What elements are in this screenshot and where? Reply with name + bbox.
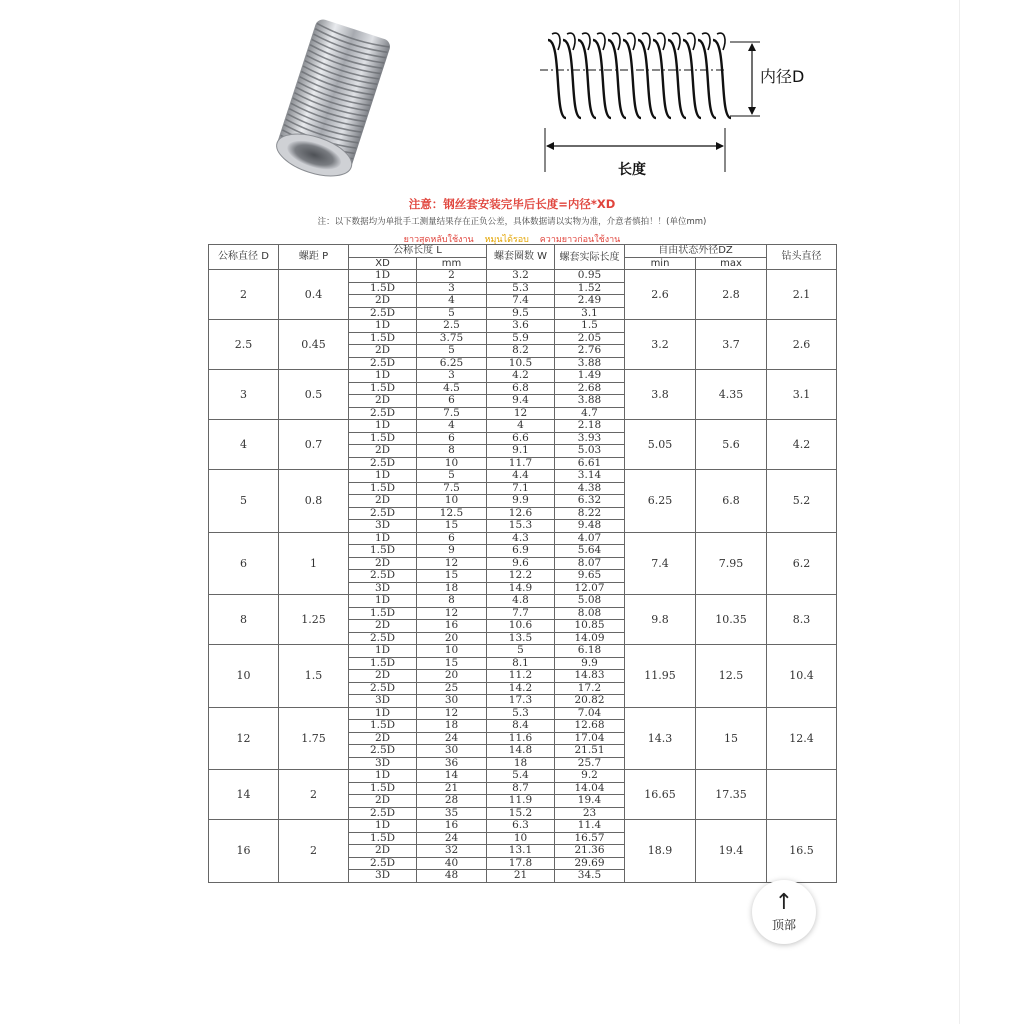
- actual-length-cell: 4.38: [555, 482, 625, 495]
- xd-cell: 2.5D: [349, 507, 417, 520]
- xd-cell: 2D: [349, 795, 417, 808]
- coil-count-cell: 5.3: [487, 282, 555, 295]
- xd-cell: 3D: [349, 582, 417, 595]
- nominal-diameter-cell: 6: [209, 532, 279, 595]
- xd-cell: 1D: [349, 420, 417, 433]
- actual-length-cell: 21.51: [555, 745, 625, 758]
- xd-cell: 2D: [349, 445, 417, 458]
- xd-cell: 1.5D: [349, 432, 417, 445]
- page-margin-right: [959, 0, 1024, 1024]
- xd-cell: 2D: [349, 620, 417, 633]
- header-xd: XD: [349, 257, 417, 270]
- table-row: [209, 320, 837, 333]
- actual-length-cell: 6.61: [555, 457, 625, 470]
- table-row: [209, 645, 837, 658]
- actual-length-cell: 5.03: [555, 445, 625, 458]
- length-mm-cell: 35: [417, 807, 487, 820]
- free-od-max-cell: 19.4: [696, 820, 767, 883]
- drill-diameter-cell: 12.4: [767, 707, 837, 770]
- length-mm-cell: 28: [417, 795, 487, 808]
- actual-length-cell: 5.08: [555, 595, 625, 608]
- xd-cell: 1D: [349, 707, 417, 720]
- header-nominal-diameter: 公称直径 D: [209, 245, 279, 270]
- free-od-max-cell: 10.35: [696, 595, 767, 645]
- xd-cell: 2.5D: [349, 807, 417, 820]
- coil-count-cell: 13.5: [487, 632, 555, 645]
- coil-count-cell: 15.2: [487, 807, 555, 820]
- thread-insert-photo: [264, 8, 402, 186]
- coil-count-cell: 10.6: [487, 620, 555, 633]
- coil-count-cell: 11.9: [487, 795, 555, 808]
- xd-cell: 1D: [349, 370, 417, 383]
- xd-cell: 2.5D: [349, 632, 417, 645]
- length-mm-cell: 12.5: [417, 507, 487, 520]
- free-od-min-cell: 11.95: [625, 645, 696, 708]
- actual-length-cell: 6.18: [555, 645, 625, 658]
- actual-length-cell: 4.7: [555, 407, 625, 420]
- actual-length-cell: 9.2: [555, 770, 625, 783]
- pitch-cell: 2: [279, 770, 349, 820]
- xd-cell: 3D: [349, 520, 417, 533]
- pitch-cell: 1.25: [279, 595, 349, 645]
- xd-cell: 3D: [349, 757, 417, 770]
- length-mm-cell: 18: [417, 720, 487, 733]
- coil-count-cell: 6.3: [487, 820, 555, 833]
- xd-cell: 1.5D: [349, 832, 417, 845]
- install-length-note: 注意：钢丝套安装完毕后长度=内径*XD: [408, 197, 616, 211]
- free-od-min-cell: 18.9: [625, 820, 696, 883]
- actual-length-cell: 8.08: [555, 607, 625, 620]
- actual-length-cell: 3.88: [555, 395, 625, 408]
- length-mm-cell: 30: [417, 745, 487, 758]
- coil-count-cell: 11.2: [487, 670, 555, 683]
- xd-cell: 1D: [349, 320, 417, 333]
- nominal-diameter-cell: 10: [209, 645, 279, 708]
- length-mm-cell: 5: [417, 307, 487, 320]
- coil-count-cell: 3.6: [487, 320, 555, 333]
- actual-length-cell: 34.5: [555, 870, 625, 883]
- spec-table: [208, 244, 837, 883]
- actual-length-cell: 8.07: [555, 557, 625, 570]
- coil-count-cell: 5.3: [487, 707, 555, 720]
- xd-cell: 2D: [349, 345, 417, 358]
- xd-cell: 2D: [349, 557, 417, 570]
- xd-cell: 1D: [349, 532, 417, 545]
- xd-cell: 2.5D: [349, 457, 417, 470]
- xd-cell: 1.5D: [349, 332, 417, 345]
- actual-length-cell: 4.07: [555, 532, 625, 545]
- xd-cell: 1.5D: [349, 282, 417, 295]
- pitch-cell: 0.4: [279, 270, 349, 320]
- spec-table-body: [209, 270, 837, 883]
- header-min: min: [625, 257, 696, 270]
- free-od-max-cell: 12.5: [696, 645, 767, 708]
- coil-count-cell: 6.6: [487, 432, 555, 445]
- free-od-max-cell: 3.7: [696, 320, 767, 370]
- free-od-min-cell: 14.3: [625, 707, 696, 770]
- actual-length-cell: 25.7: [555, 757, 625, 770]
- actual-length-cell: 17.2: [555, 682, 625, 695]
- free-od-max-cell: 2.8: [696, 270, 767, 320]
- coil-count-cell: 7.7: [487, 607, 555, 620]
- coil-count-cell: 10.5: [487, 357, 555, 370]
- xd-cell: 2D: [349, 670, 417, 683]
- pitch-cell: 1.5: [279, 645, 349, 708]
- header-free-outer-diameter: 自由状态外径DZ: [625, 245, 767, 258]
- actual-length-cell: 12.07: [555, 582, 625, 595]
- xd-cell: 2D: [349, 732, 417, 745]
- length-mm-cell: 15: [417, 520, 487, 533]
- length-mm-cell: 8: [417, 595, 487, 608]
- xd-cell: 2D: [349, 395, 417, 408]
- header-actual-length: 螺套实际长度: [555, 245, 625, 270]
- length-mm-cell: 18: [417, 582, 487, 595]
- xd-cell: 2.5D: [349, 745, 417, 758]
- length-mm-cell: 8: [417, 445, 487, 458]
- xd-cell: 1.5D: [349, 657, 417, 670]
- coil-count-cell: 8.1: [487, 657, 555, 670]
- length-mm-cell: 24: [417, 732, 487, 745]
- length-mm-cell: 4: [417, 295, 487, 308]
- drill-diameter-cell: 10.4: [767, 645, 837, 708]
- length-mm-cell: 10: [417, 457, 487, 470]
- free-od-min-cell: 6.25: [625, 470, 696, 533]
- length-mm-cell: 14: [417, 770, 487, 783]
- pitch-cell: 1.75: [279, 707, 349, 770]
- xd-cell: 2.5D: [349, 570, 417, 583]
- xd-cell: 1.5D: [349, 482, 417, 495]
- thai-label-2: หมุนได้รอบ: [484, 235, 529, 245]
- actual-length-cell: 20.82: [555, 695, 625, 708]
- table-row: [209, 707, 837, 720]
- length-mm-cell: 3: [417, 282, 487, 295]
- xd-cell: 2.5D: [349, 682, 417, 695]
- length-mm-cell: 10: [417, 645, 487, 658]
- table-row: [209, 370, 837, 383]
- coil-count-cell: 12.2: [487, 570, 555, 583]
- length-mm-cell: 32: [417, 845, 487, 858]
- xd-cell: 1.5D: [349, 607, 417, 620]
- nominal-diameter-cell: 14: [209, 770, 279, 820]
- length-mm-cell: 6: [417, 432, 487, 445]
- length-mm-cell: 12: [417, 707, 487, 720]
- xd-cell: 3D: [349, 695, 417, 708]
- actual-length-cell: 8.22: [555, 507, 625, 520]
- drill-diameter-cell: 6.2: [767, 532, 837, 595]
- xd-cell: 1.5D: [349, 782, 417, 795]
- table-row: [209, 420, 837, 433]
- actual-length-cell: 10.85: [555, 620, 625, 633]
- actual-length-cell: 3.88: [555, 357, 625, 370]
- coil-count-cell: 12.6: [487, 507, 555, 520]
- header-drill-diameter: 钻头直径: [767, 245, 837, 270]
- length-mm-cell: 36: [417, 757, 487, 770]
- thai-label-3: ความยาวก่อนใช้งาน: [539, 235, 621, 245]
- table-row: [209, 470, 837, 483]
- xd-cell: 1.5D: [349, 720, 417, 733]
- header-pitch: 螺距 P: [279, 245, 349, 270]
- length-mm-cell: 5: [417, 470, 487, 483]
- length-mm-cell: 16: [417, 820, 487, 833]
- actual-length-cell: 29.69: [555, 857, 625, 870]
- coil-count-cell: 13.1: [487, 845, 555, 858]
- length-mm-cell: 30: [417, 695, 487, 708]
- drill-diameter-cell: 16.5: [767, 820, 837, 883]
- coil-count-cell: 11.6: [487, 732, 555, 745]
- actual-length-cell: 2.68: [555, 382, 625, 395]
- drill-diameter-cell: 4.2: [767, 420, 837, 470]
- coil-count-cell: 9.9: [487, 495, 555, 508]
- coil-count-cell: 14.8: [487, 745, 555, 758]
- drill-diameter-cell: 2.1: [767, 270, 837, 320]
- nominal-diameter-cell: 2.5: [209, 320, 279, 370]
- coil-count-cell: 21: [487, 870, 555, 883]
- length-mm-cell: 40: [417, 857, 487, 870]
- drill-diameter-cell: 2.6: [767, 320, 837, 370]
- length-mm-cell: 48: [417, 870, 487, 883]
- coil-count-cell: 17.3: [487, 695, 555, 708]
- pitch-cell: 0.7: [279, 420, 349, 470]
- actual-length-cell: 1.52: [555, 282, 625, 295]
- actual-length-cell: 2.76: [555, 345, 625, 358]
- coil-count-cell: 9.1: [487, 445, 555, 458]
- table-row: [209, 270, 837, 283]
- actual-length-cell: 12.68: [555, 720, 625, 733]
- length-mm-cell: 24: [417, 832, 487, 845]
- measurement-disclaimer: 注：以下数据均为单批手工测量结果存在正负公差，具体数据请以实物为准，介意者慎拍！！(单位mm): [317, 217, 707, 227]
- header-coil-count: 螺套圈数 W: [487, 245, 555, 270]
- length-mm-cell: 25: [417, 682, 487, 695]
- back-to-top-button[interactable]: [752, 880, 816, 944]
- table-row: [209, 595, 837, 608]
- free-od-min-cell: 2.6: [625, 270, 696, 320]
- free-od-max-cell: 7.95: [696, 532, 767, 595]
- xd-cell: 2.5D: [349, 357, 417, 370]
- coil-count-cell: 7.4: [487, 295, 555, 308]
- actual-length-cell: 17.04: [555, 732, 625, 745]
- length-mm-cell: 16: [417, 620, 487, 633]
- coil-count-cell: 9.4: [487, 395, 555, 408]
- xd-cell: 1.5D: [349, 545, 417, 558]
- coil-count-cell: 9.6: [487, 557, 555, 570]
- xd-cell: 1D: [349, 595, 417, 608]
- actual-length-cell: 5.64: [555, 545, 625, 558]
- page-margin-left: [0, 0, 62, 1024]
- table-row: [209, 532, 837, 545]
- coil-count-cell: 4.3: [487, 532, 555, 545]
- xd-cell: 1D: [349, 820, 417, 833]
- length-mm-cell: 6: [417, 395, 487, 408]
- thai-label-1: ยาวสุดหลับใช้งาน: [403, 235, 474, 245]
- nominal-diameter-cell: 2: [209, 270, 279, 320]
- actual-length-cell: 1.5: [555, 320, 625, 333]
- coil-count-cell: 12: [487, 407, 555, 420]
- header-mm: mm: [417, 257, 487, 270]
- free-od-max-cell: 6.8: [696, 470, 767, 533]
- free-od-min-cell: 7.4: [625, 532, 696, 595]
- coil-count-cell: 8.4: [487, 720, 555, 733]
- actual-length-cell: 0.95: [555, 270, 625, 283]
- free-od-min-cell: 5.05: [625, 420, 696, 470]
- length-mm-cell: 2.5: [417, 320, 487, 333]
- inner-diameter-label: 内径D: [760, 67, 805, 86]
- drill-diameter-cell: 3.1: [767, 370, 837, 420]
- pitch-cell: 0.5: [279, 370, 349, 420]
- coil-count-cell: 5.9: [487, 332, 555, 345]
- coil-count-cell: 4.2: [487, 370, 555, 383]
- actual-length-cell: 9.9: [555, 657, 625, 670]
- coil-count-cell: 4.8: [487, 595, 555, 608]
- drill-diameter-cell: 8.3: [767, 595, 837, 645]
- xd-cell: 1D: [349, 470, 417, 483]
- actual-length-cell: 19.4: [555, 795, 625, 808]
- pitch-cell: 0.8: [279, 470, 349, 533]
- coil-count-cell: 8.2: [487, 345, 555, 358]
- xd-cell: 2D: [349, 495, 417, 508]
- nominal-diameter-cell: 5: [209, 470, 279, 533]
- coil-dimension-diagram: [530, 10, 830, 185]
- actual-length-cell: 7.04: [555, 707, 625, 720]
- actual-length-cell: 9.65: [555, 570, 625, 583]
- actual-length-cell: 9.48: [555, 520, 625, 533]
- length-mm-cell: 7.5: [417, 407, 487, 420]
- length-label: 长度: [618, 162, 646, 178]
- free-od-min-cell: 3.2: [625, 320, 696, 370]
- xd-cell: 1D: [349, 770, 417, 783]
- length-mm-cell: 10: [417, 495, 487, 508]
- nominal-diameter-cell: 8: [209, 595, 279, 645]
- header-nominal-length: 公称长度 L: [349, 245, 487, 258]
- nominal-diameter-cell: 12: [209, 707, 279, 770]
- coil-count-cell: 7.1: [487, 482, 555, 495]
- xd-cell: 1D: [349, 645, 417, 658]
- drill-diameter-cell: [767, 770, 837, 820]
- actual-length-cell: 1.49: [555, 370, 625, 383]
- actual-length-cell: 2.05: [555, 332, 625, 345]
- xd-cell: 2.5D: [349, 407, 417, 420]
- actual-length-cell: 2.49: [555, 295, 625, 308]
- length-mm-cell: 20: [417, 670, 487, 683]
- coil-count-cell: 14.2: [487, 682, 555, 695]
- free-od-min-cell: 9.8: [625, 595, 696, 645]
- table-row: [209, 770, 837, 783]
- xd-cell: 3D: [349, 870, 417, 883]
- actual-length-cell: 3.93: [555, 432, 625, 445]
- coil-count-cell: 6.9: [487, 545, 555, 558]
- actual-length-cell: 21.36: [555, 845, 625, 858]
- table-row: [209, 820, 837, 833]
- coil-count-cell: 9.5: [487, 307, 555, 320]
- actual-length-cell: 16.57: [555, 832, 625, 845]
- free-od-min-cell: 3.8: [625, 370, 696, 420]
- nominal-diameter-cell: 4: [209, 420, 279, 470]
- coil-count-cell: 18: [487, 757, 555, 770]
- xd-cell: 2D: [349, 295, 417, 308]
- xd-cell: 1D: [349, 270, 417, 283]
- nominal-diameter-cell: 16: [209, 820, 279, 883]
- xd-cell: 2.5D: [349, 857, 417, 870]
- length-mm-cell: 6: [417, 532, 487, 545]
- length-mm-cell: 15: [417, 657, 487, 670]
- xd-cell: 2.5D: [349, 307, 417, 320]
- coil-count-cell: 10: [487, 832, 555, 845]
- length-mm-cell: 4.5: [417, 382, 487, 395]
- actual-length-cell: 11.4: [555, 820, 625, 833]
- length-mm-cell: 3.75: [417, 332, 487, 345]
- length-mm-cell: 15: [417, 570, 487, 583]
- length-mm-cell: 2: [417, 270, 487, 283]
- length-mm-cell: 21: [417, 782, 487, 795]
- length-mm-cell: 6.25: [417, 357, 487, 370]
- coil-count-cell: 14.9: [487, 582, 555, 595]
- arrow-up-icon: ↑: [774, 890, 794, 915]
- free-od-max-cell: 4.35: [696, 370, 767, 420]
- length-mm-cell: 12: [417, 557, 487, 570]
- xd-cell: 1.5D: [349, 382, 417, 395]
- pitch-cell: 0.45: [279, 320, 349, 370]
- length-mm-cell: 7.5: [417, 482, 487, 495]
- coil-count-cell: 17.8: [487, 857, 555, 870]
- actual-length-cell: 14.83: [555, 670, 625, 683]
- actual-length-cell: 14.04: [555, 782, 625, 795]
- coil-count-cell: 15.3: [487, 520, 555, 533]
- actual-length-cell: 2.18: [555, 420, 625, 433]
- coil-count-cell: 8.7: [487, 782, 555, 795]
- actual-length-cell: 6.32: [555, 495, 625, 508]
- header-max: max: [696, 257, 767, 270]
- back-to-top-label: 顶部: [771, 918, 796, 932]
- drill-diameter-cell: 5.2: [767, 470, 837, 533]
- actual-length-cell: 3.1: [555, 307, 625, 320]
- nominal-diameter-cell: 3: [209, 370, 279, 420]
- actual-length-cell: 3.14: [555, 470, 625, 483]
- coil-count-cell: 6.8: [487, 382, 555, 395]
- free-od-max-cell: 15: [696, 707, 767, 770]
- actual-length-cell: 14.09: [555, 632, 625, 645]
- pitch-cell: 1: [279, 532, 349, 595]
- coil-count-cell: 11.7: [487, 457, 555, 470]
- length-mm-cell: 12: [417, 607, 487, 620]
- coil-count-cell: 4: [487, 420, 555, 433]
- length-mm-cell: 5: [417, 345, 487, 358]
- coil-count-cell: 4.4: [487, 470, 555, 483]
- coil-count-cell: 5: [487, 645, 555, 658]
- free-od-min-cell: 16.65: [625, 770, 696, 820]
- xd-cell: 2D: [349, 845, 417, 858]
- free-od-max-cell: 17.35: [696, 770, 767, 820]
- length-mm-cell: 20: [417, 632, 487, 645]
- length-mm-cell: 9: [417, 545, 487, 558]
- length-mm-cell: 4: [417, 420, 487, 433]
- pitch-cell: 2: [279, 820, 349, 883]
- free-od-max-cell: 5.6: [696, 420, 767, 470]
- coil-count-cell: 5.4: [487, 770, 555, 783]
- coil-count-cell: 3.2: [487, 270, 555, 283]
- actual-length-cell: 23: [555, 807, 625, 820]
- length-mm-cell: 3: [417, 370, 487, 383]
